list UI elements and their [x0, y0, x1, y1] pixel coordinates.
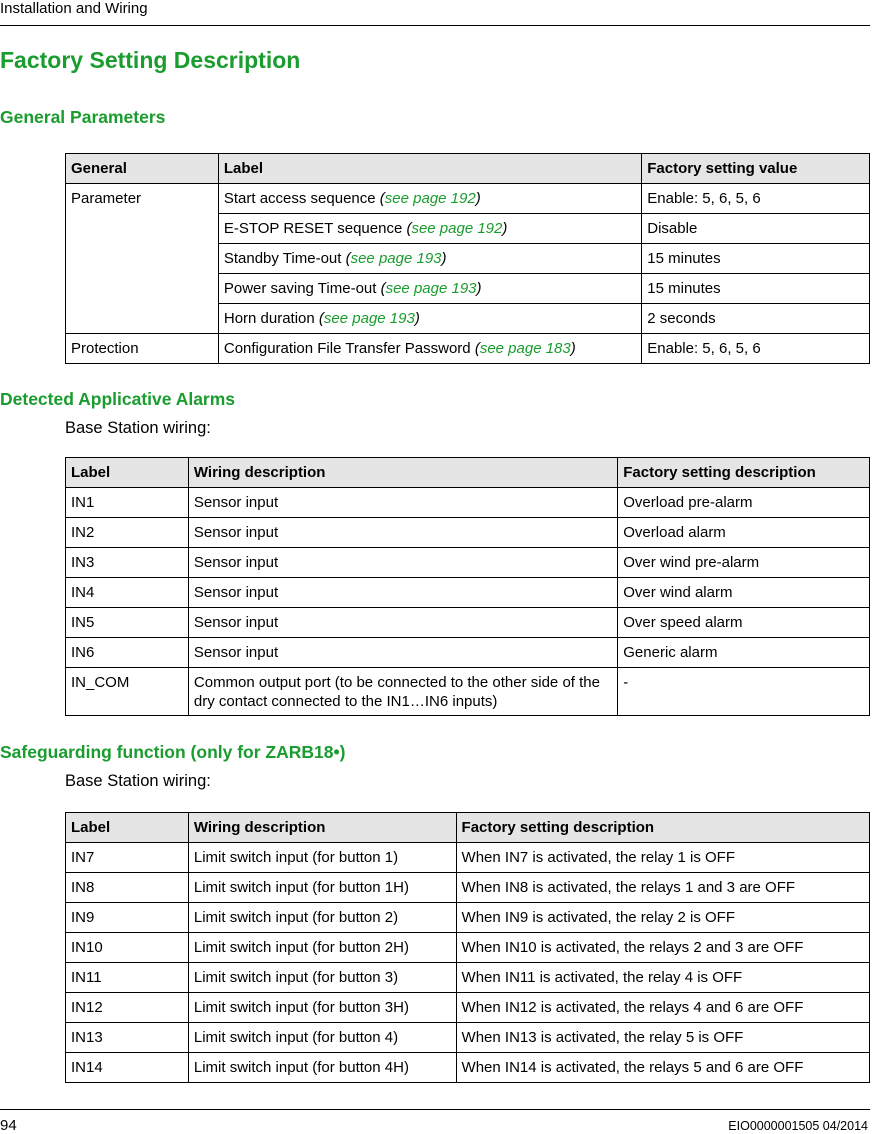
table-row: [66, 608, 870, 638]
label-cell: IN1: [66, 488, 189, 518]
wiring-cell: Sensor input: [188, 638, 617, 668]
label-text: E-STOP RESET sequence: [223, 220, 407, 237]
label-text: Standby Time-out: [223, 250, 346, 267]
label-cell: IN11: [66, 963, 189, 993]
table-row: [66, 843, 870, 873]
label-text: Horn duration: [223, 310, 319, 327]
label-text: Configuration File Transfer Password: [223, 340, 475, 357]
safeguarding-table: [65, 812, 870, 1083]
setting-cell: When IN8 is activated, the relays 1 and 3 are OFF: [456, 873, 869, 903]
column-header: Factory setting description: [618, 458, 870, 488]
wiring-cell: Limit switch input (for button 4H): [188, 1053, 456, 1083]
label-cell: IN12: [66, 993, 189, 1023]
wiring-cell: Sensor input: [188, 578, 617, 608]
label-cell: IN6: [66, 638, 189, 668]
group-cell: Protection: [66, 334, 219, 364]
wiring-cell: Sensor input: [188, 548, 617, 578]
page-link[interactable]: see page 193: [350, 250, 442, 267]
table-header-row: [66, 813, 870, 843]
label-cell: IN4: [66, 578, 189, 608]
value-cell: Disable: [642, 214, 870, 244]
setting-cell: When IN10 is activated, the relays 2 and 3 are OFF: [456, 933, 869, 963]
wiring-cell: Sensor input: [188, 518, 617, 548]
label-cell: Standby Time-out (see page 193): [218, 244, 641, 274]
wiring-cell: Limit switch input (for button 2H): [188, 933, 456, 963]
label-cell: Start access sequence (see page 192): [218, 184, 641, 214]
table-row: [66, 488, 870, 518]
table-row: [66, 963, 870, 993]
column-header: Label: [66, 458, 189, 488]
group-cell: Parameter: [66, 184, 219, 334]
wiring-cell: Sensor input: [188, 488, 617, 518]
wiring-cell: Limit switch input (for button 3): [188, 963, 456, 993]
label-text: Start access sequence: [223, 190, 380, 207]
setting-cell: When IN9 is activated, the relay 2 is OFF: [456, 903, 869, 933]
table-row: [66, 933, 870, 963]
wiring-cell: Limit switch input (for button 2): [188, 903, 456, 933]
value-cell: Enable: 5, 6, 5, 6: [642, 184, 870, 214]
table-row: [66, 993, 870, 1023]
wiring-cell: Common output port (to be connected to the other side of the dry contact connected to the IN1…IN6 inputs): [188, 668, 617, 716]
label-cell: IN8: [66, 873, 189, 903]
setting-cell: Generic alarm: [618, 638, 870, 668]
table-row: [66, 903, 870, 933]
general-parameters-heading: General Parameters: [0, 107, 166, 127]
column-header: Factory setting value: [642, 154, 870, 184]
page-title: Factory Setting Description: [0, 47, 301, 73]
safeguarding-intro: Base Station wiring:: [65, 772, 211, 790]
table-row: [66, 1053, 870, 1083]
column-header: Wiring description: [188, 813, 456, 843]
setting-cell: Over wind pre-alarm: [618, 548, 870, 578]
page-link[interactable]: see page 193: [323, 310, 415, 327]
label-cell: E-STOP RESET sequence (see page 192): [218, 214, 641, 244]
label-cell: IN_COM: [66, 668, 189, 716]
table-row: [66, 638, 870, 668]
setting-cell: When IN11 is activated, the relay 4 is OFF: [456, 963, 869, 993]
wiring-cell: Sensor input: [188, 608, 617, 638]
document-reference: EIO0000001505 04/2014: [728, 1119, 868, 1133]
running-header: Installation and Wiring: [0, 0, 148, 17]
table-row: [66, 668, 870, 716]
label-cell: IN9: [66, 903, 189, 933]
value-cell: 15 minutes: [642, 244, 870, 274]
label-cell: IN2: [66, 518, 189, 548]
table-row: [66, 873, 870, 903]
alarms-heading: Detected Applicative Alarms: [0, 389, 236, 409]
label-text: Power saving Time-out: [223, 280, 381, 297]
wiring-cell: Limit switch input (for button 4): [188, 1023, 456, 1053]
page-link[interactable]: see page 192: [384, 190, 476, 207]
setting-cell: Overload alarm: [618, 518, 870, 548]
setting-cell: When IN13 is activated, the relay 5 is OFF: [456, 1023, 869, 1053]
page-link[interactable]: see page 192: [411, 220, 503, 237]
column-header: General: [66, 154, 219, 184]
page-link[interactable]: see page 183: [479, 340, 571, 357]
alarms-table: [65, 457, 870, 716]
setting-cell: When IN14 is activated, the relays 5 and 6 are OFF: [456, 1053, 869, 1083]
label-cell: Power saving Time-out (see page 193): [218, 274, 641, 304]
table-header-row: [66, 458, 870, 488]
label-cell: IN3: [66, 548, 189, 578]
setting-cell: Over wind alarm: [618, 578, 870, 608]
wiring-cell: Limit switch input (for button 1H): [188, 873, 456, 903]
table-row: [66, 334, 870, 364]
setting-cell: When IN7 is activated, the relay 1 is OFF: [456, 843, 869, 873]
table-row: [66, 1023, 870, 1053]
column-header: Label: [66, 813, 189, 843]
setting-cell: -: [618, 668, 870, 716]
page-link[interactable]: see page 193: [385, 280, 477, 297]
setting-cell: Over speed alarm: [618, 608, 870, 638]
alarms-intro: Base Station wiring:: [65, 419, 211, 437]
label-cell: IN14: [66, 1053, 189, 1083]
page-number: 94: [0, 1117, 17, 1134]
label-cell: IN13: [66, 1023, 189, 1053]
value-cell: Enable: 5, 6, 5, 6: [642, 334, 870, 364]
wiring-cell: Limit switch input (for button 3H): [188, 993, 456, 1023]
table-row: [66, 184, 870, 214]
wiring-cell: Limit switch input (for button 1): [188, 843, 456, 873]
label-cell: Horn duration (see page 193): [218, 304, 641, 334]
table-header-row: [66, 154, 870, 184]
column-header: Factory setting description: [456, 813, 869, 843]
label-cell: IN7: [66, 843, 189, 873]
column-header: Label: [218, 154, 641, 184]
label-cell: IN5: [66, 608, 189, 638]
setting-cell: Overload pre-alarm: [618, 488, 870, 518]
header-rule: [0, 25, 870, 26]
table-row: [66, 518, 870, 548]
safeguarding-heading: Safeguarding function (only for ZARB18•): [0, 742, 346, 762]
table-row: [66, 548, 870, 578]
footer-rule: [0, 1109, 870, 1110]
label-cell: Configuration File Transfer Password (see page 183): [218, 334, 641, 364]
table-row: [66, 578, 870, 608]
general-parameters-table: [65, 153, 870, 364]
value-cell: 15 minutes: [642, 274, 870, 304]
column-header: Wiring description: [188, 458, 617, 488]
setting-cell: When IN12 is activated, the relays 4 and 6 are OFF: [456, 993, 869, 1023]
value-cell: 2 seconds: [642, 304, 870, 334]
label-cell: IN10: [66, 933, 189, 963]
